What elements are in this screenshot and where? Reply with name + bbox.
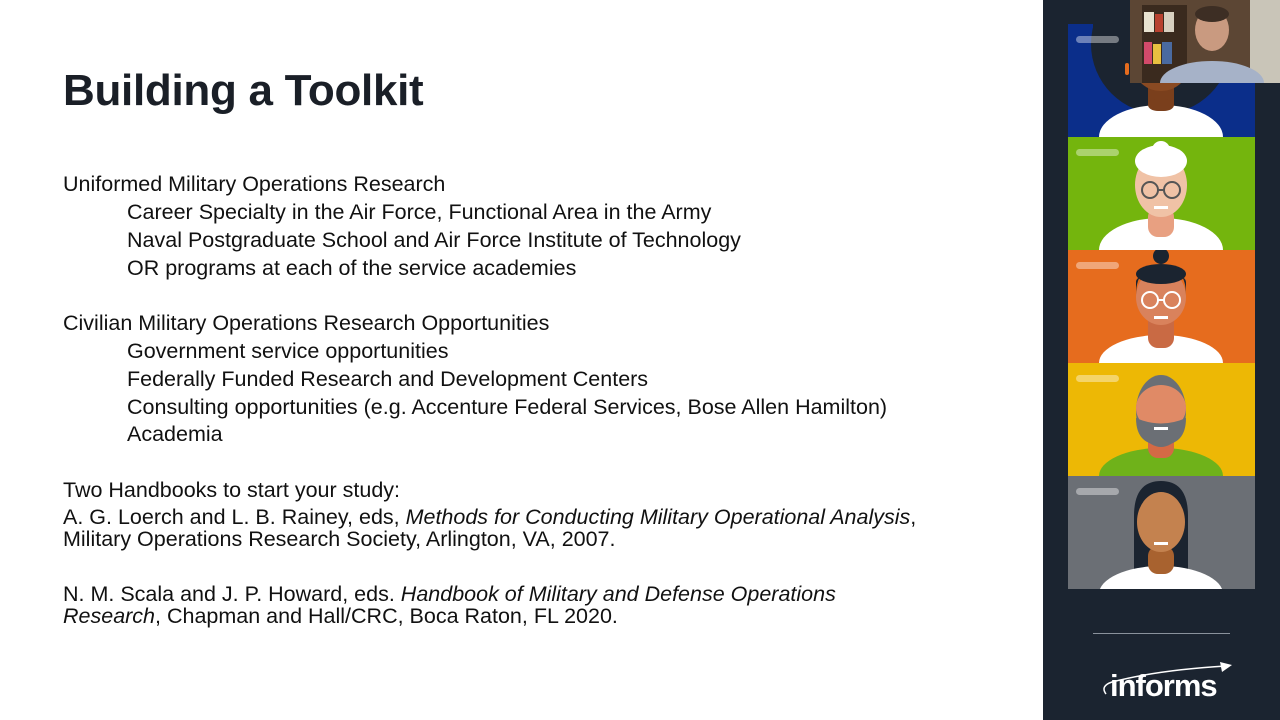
reference-2-authors: N. M. Scala and J. P. Howard, eds. <box>63 582 401 606</box>
reference-1 <box>63 506 916 550</box>
bullet-item: Federally Funded Research and Development Centers <box>127 367 649 391</box>
reference-2-title-cont: Research <box>63 604 156 628</box>
section-heading-uniformed: Uniformed Military Operations Research <box>63 172 446 196</box>
name-tag-placeholder <box>1076 149 1119 156</box>
webcam-feed-icon <box>1130 0 1280 83</box>
slide-title: Building a Toolkit <box>63 66 424 115</box>
reference-1-authors: A. G. Loerch and L. B. Rainey, eds, <box>63 505 406 529</box>
bullet-item: OR programs at each of the service academies <box>127 256 577 280</box>
bullet-item: Consulting opportunities (e.g. Accenture Federal Services, Bose Allen Hamilton) <box>127 395 888 419</box>
participant-tile-2 <box>1068 137 1255 250</box>
presenter-webcam-video <box>1130 0 1280 83</box>
logo-text: informs <box>1110 668 1217 703</box>
reference-2 <box>63 583 836 627</box>
reference-2-title: Handbook of Military and Defense Operations <box>400 582 836 606</box>
participant-tile-4 <box>1068 363 1255 476</box>
reference-1-title: Methods for Conducting Military Operational Analysis <box>405 505 911 529</box>
participant-tile-5 <box>1068 476 1255 589</box>
name-tag-placeholder <box>1076 488 1119 495</box>
sidebar-divider <box>1093 633 1230 634</box>
section-heading-handbooks: Two Handbooks to start your study: <box>63 478 400 502</box>
bullet-item: Academia <box>127 422 223 446</box>
bullet-item: Naval Postgraduate School and Air Force Institute of Technology <box>127 228 741 252</box>
name-tag-placeholder <box>1076 262 1119 269</box>
reference-1-publisher: Military Operations Research Society, Arlington, VA, 2007. <box>63 527 616 551</box>
name-tag-placeholder <box>1076 36 1119 43</box>
participant-tile-3 <box>1068 250 1255 363</box>
reference-2-publisher: , Chapman and Hall/CRC, Boca Raton, FL 2020. <box>155 604 618 628</box>
reference-1-comma: , <box>910 505 917 529</box>
informs-logo <box>1098 660 1238 712</box>
branding-sidebar <box>1043 0 1280 720</box>
section-heading-civilian: Civilian Military Operations Research Opportunities <box>63 311 550 335</box>
informs-logo-icon <box>1098 660 1238 704</box>
name-tag-placeholder <box>1076 375 1119 382</box>
bullet-item: Government service opportunities <box>127 339 449 363</box>
bullet-item: Career Specialty in the Air Force, Functional Area in the Army <box>127 200 712 224</box>
